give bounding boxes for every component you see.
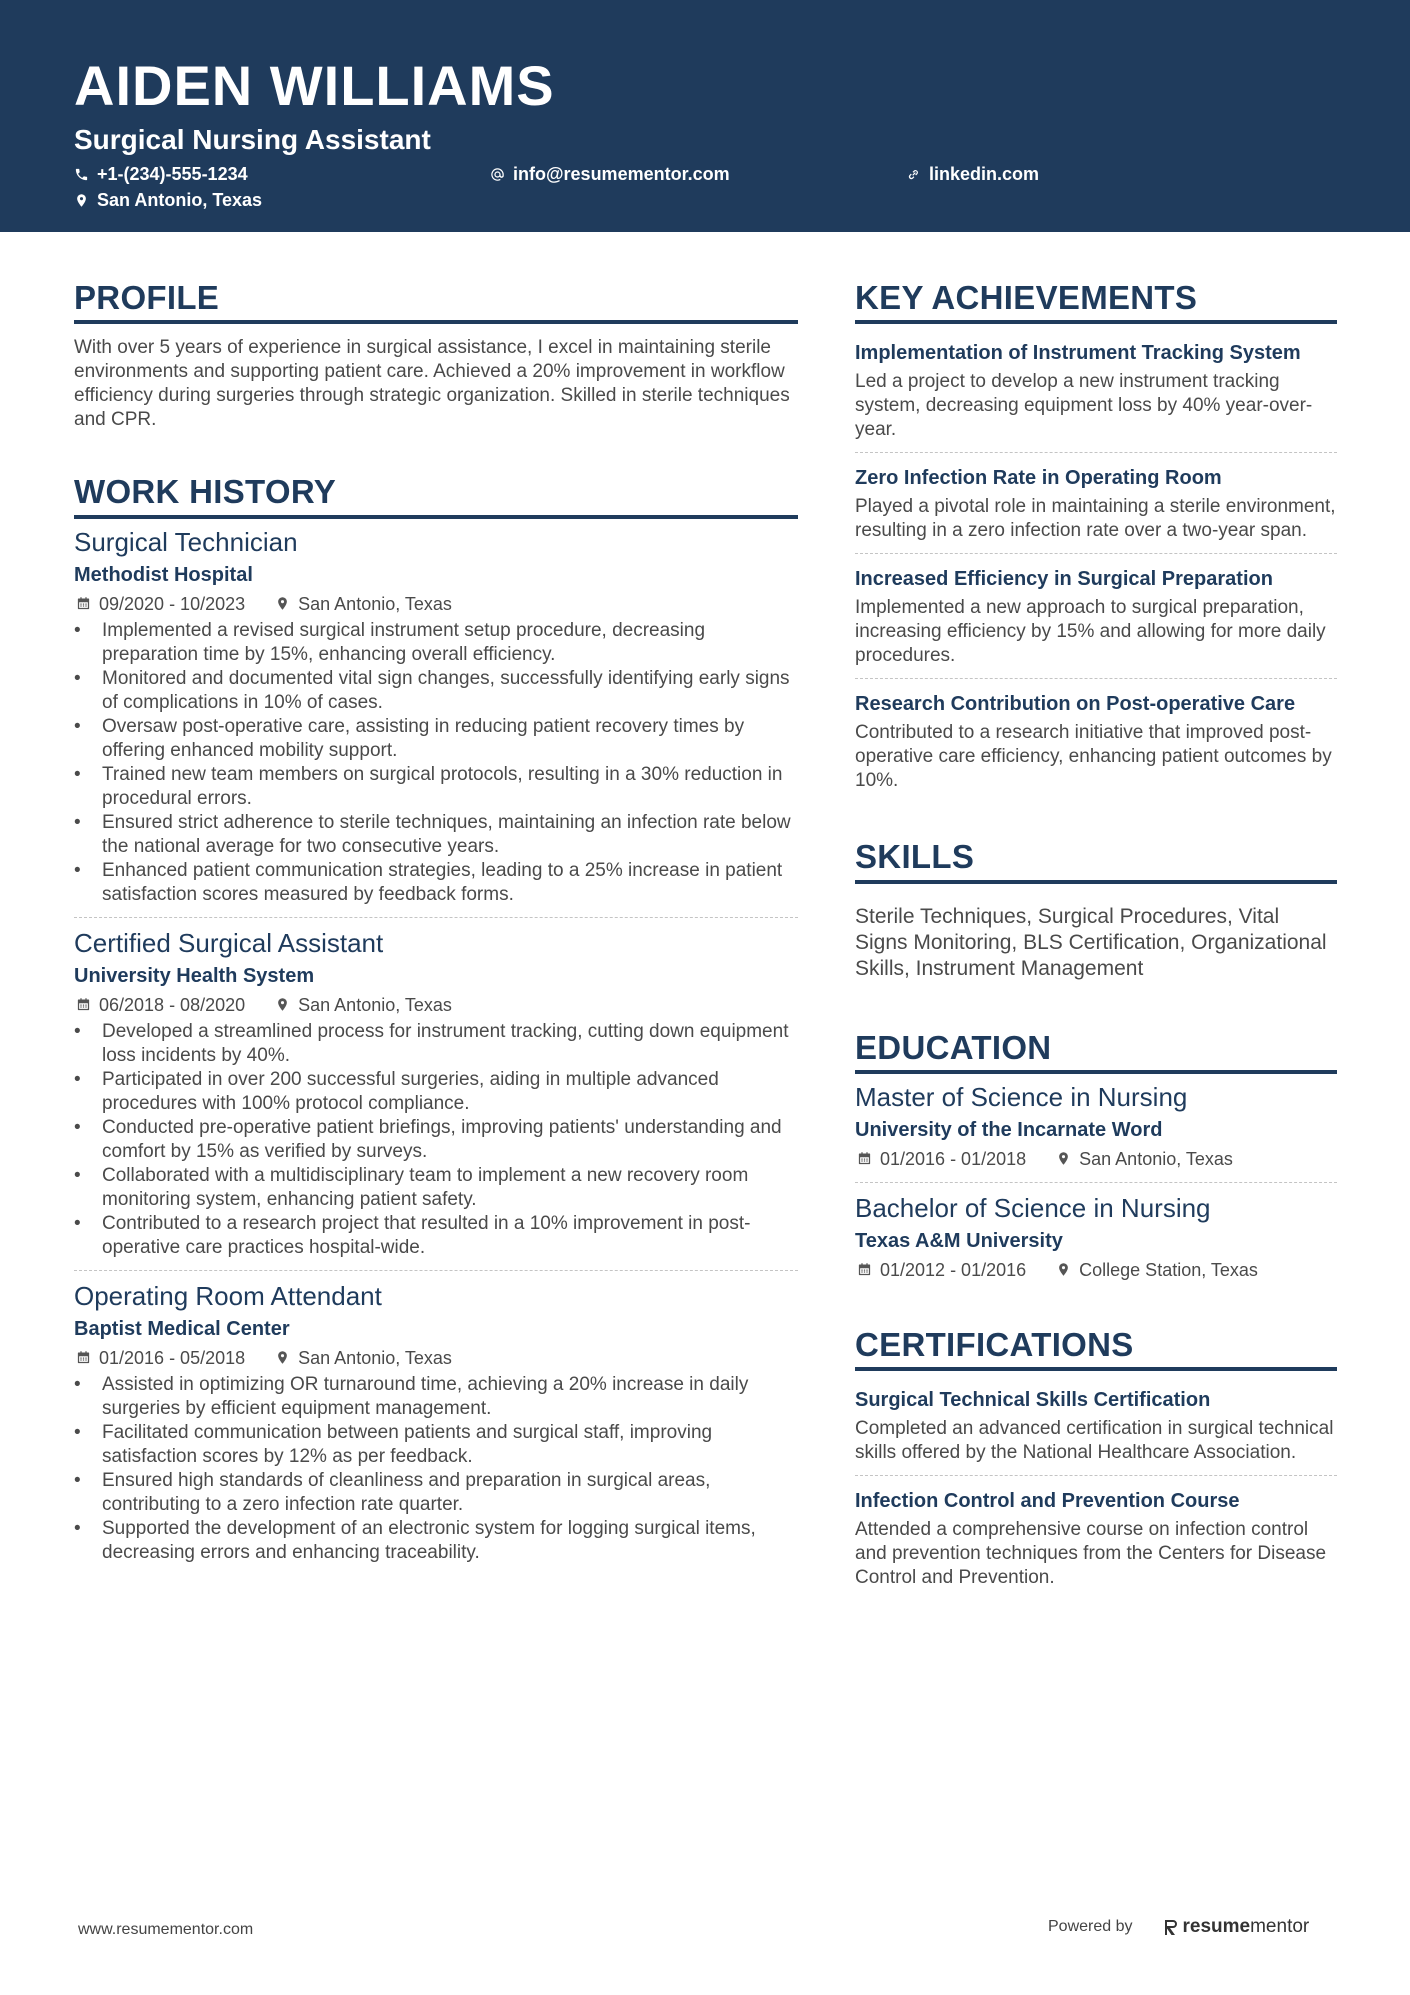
list-item: • Supported the development of an electronic system for logging surgical items, decreasing errors and enhancing traceability.: [74, 1517, 798, 1565]
achievements-section: [855, 280, 1337, 803]
phone-icon: [74, 167, 89, 182]
brand-logo[interactable]: [1163, 1916, 1310, 1938]
calendar-icon: [76, 997, 91, 1012]
email-link[interactable]: info@resumementor.com: [513, 164, 730, 184]
job-title: Operating Room Attendant: [74, 1280, 382, 1311]
job-meta: [74, 1345, 798, 1371]
certification-item: [855, 1383, 1337, 1475]
education-item: [855, 1182, 1337, 1293]
certification-item: [855, 1475, 1337, 1600]
job-location: San Antonio, Texas: [298, 1347, 452, 1368]
resumementor-logo-icon: [1163, 1918, 1179, 1936]
calendar-icon: [76, 1350, 91, 1365]
footer-website[interactable]: www.resumementor.com: [78, 1921, 254, 1938]
powered-by-label: Powered by: [1048, 1918, 1133, 1935]
candidate-title: Surgical Nursing Assistant: [74, 124, 431, 155]
list-item: • Oversaw post-operative care, assisting in reducing patient recovery times by offering enhanced mobility support.: [74, 715, 798, 763]
list-item: • Ensured strict adherence to sterile techniques, maintaining an infection rate below the national average for two consecutive years.: [74, 811, 798, 859]
job-title: Certified Surgical Assistant: [74, 927, 384, 958]
skills-text: Sterile Techniques, Surgical Procedures, Vital Signs Monitoring, BLS Certification, Organizational Skills, Instrument Management: [855, 904, 1327, 980]
profile-section: [74, 280, 798, 432]
list-item: • Collaborated with a multidisciplinary team to implement a new recovery room monitoring system, enhancing patient safety.: [74, 1164, 798, 1212]
achievement-desc: Played a pivotal role in maintaining a sterile environment, resulting in a zero infection rate over a two-year span.: [855, 496, 1336, 542]
contact-linkedin[interactable]: [906, 165, 1039, 183]
achievement-desc: Contributed to a research initiative that improved post-operative care efficiency, enhancing patient outcomes by 10%.: [855, 722, 1332, 792]
degree-title: Bachelor of Science in Nursing: [855, 1192, 1211, 1223]
education-location: College Station, Texas: [1079, 1259, 1258, 1280]
link-icon: [906, 167, 921, 182]
job-entry: [74, 525, 798, 917]
achievement-item: [855, 336, 1337, 452]
achievement-desc: Led a project to develop a new instrument tracking system, decreasing equipment loss by 40% year-over-year.: [855, 371, 1313, 441]
left-column: [74, 280, 798, 1575]
job-bullets: [74, 619, 798, 907]
location-pin-icon: [275, 997, 290, 1012]
job-meta: [74, 591, 798, 617]
job-bullets: [74, 1020, 798, 1260]
education-heading: EDUCATION: [855, 1030, 1337, 1074]
list-item: • Facilitated communication between patients and surgical staff, improving satisfaction scores by 12% as per feedback.: [74, 1421, 798, 1469]
profile-heading: PROFILE: [74, 280, 798, 324]
achievement-title: Increased Efficiency in Surgical Preparation: [855, 568, 1273, 591]
certification-title: Infection Control and Prevention Course: [855, 1490, 1240, 1513]
linkedin-link[interactable]: linkedin.com: [929, 164, 1040, 184]
location-pin-icon: [74, 193, 89, 208]
work-history-section: [74, 474, 798, 1574]
at-icon: [490, 167, 505, 182]
calendar-icon: [857, 1262, 872, 1277]
skills-heading: SKILLS: [855, 839, 1337, 883]
list-item: • Assisted in optimizing OR turnaround time, achieving a 20% increase in daily surgeries by efficient equipment management.: [74, 1373, 798, 1421]
contact-email[interactable]: [490, 165, 730, 183]
work-history-heading: WORK HISTORY: [74, 474, 798, 518]
certification-desc: Completed an advanced certification in surgical technical skills offered by the National Healthcare Association.: [855, 1418, 1334, 1464]
job-dates: 01/2016 - 05/2018: [99, 1347, 246, 1368]
job-dates: 06/2018 - 08/2020: [99, 994, 246, 1015]
calendar-icon: [76, 596, 91, 611]
profile-text: With over 5 years of experience in surgical assistance, I excel in maintaining sterile environments and supporting patient care. Achieved a 20% improvement in workflow efficiency during surgeries through strategic organization. Skilled in sterile techniques and CPR.: [74, 337, 790, 431]
education-meta: [855, 1257, 1337, 1283]
list-item: • Contributed to a research project that resulted in a 10% improvement in post-operative care practices hospital-wide.: [74, 1212, 798, 1260]
certifications-heading: CERTIFICATIONS: [855, 1327, 1337, 1371]
list-item: • Implemented a revised surgical instrument setup procedure, decreasing preparation time by 15%, enhancing overall efficiency.: [74, 619, 798, 667]
list-item: • Participated in over 200 successful surgeries, aiding in multiple advanced procedures with 100% protocol compliance.: [74, 1068, 798, 1116]
list-item: • Developed a streamlined process for instrument tracking, cutting down equipment loss incidents by 40%.: [74, 1020, 798, 1068]
achievement-desc: Implemented a new approach to surgical preparation, increasing efficiency by 15% and allowing for more daily procedures.: [855, 597, 1326, 667]
list-item: • Conducted pre-operative patient briefings, improving patients' understanding and comfort by 15% as verified by surveys.: [74, 1116, 798, 1164]
resume-header: [0, 0, 1410, 232]
list-item: • Trained new team members on surgical protocols, resulting in a 30% reduction in procedural errors.: [74, 763, 798, 811]
footer-powered-by: [1048, 1916, 1309, 1938]
location-text: San Antonio, Texas: [97, 190, 263, 210]
brand-name-bold: resume: [1182, 1916, 1251, 1937]
calendar-icon: [857, 1151, 872, 1166]
achievements-heading: KEY ACHIEVEMENTS: [855, 280, 1337, 324]
list-item: • Ensured high standards of cleanliness and preparation in surgical areas, contributing to a zero infection rate quarter.: [74, 1469, 798, 1517]
education-section: [855, 1030, 1337, 1293]
degree-title: Master of Science in Nursing: [855, 1081, 1188, 1112]
certification-title: Surgical Technical Skills Certification: [855, 1389, 1211, 1412]
achievement-item: [855, 452, 1337, 553]
achievement-title: Research Contribution on Post-operative Care: [855, 693, 1296, 716]
brand-name-rest: mentor: [1250, 1916, 1310, 1937]
job-entry: [74, 1270, 798, 1575]
list-item: • Monitored and documented vital sign changes, successfully identifying early signs of complications in 10% of cases.: [74, 667, 798, 715]
contact-location: [74, 191, 262, 209]
location-pin-icon: [1056, 1262, 1071, 1277]
education-item: [855, 1080, 1337, 1182]
job-entry: [74, 917, 798, 1270]
company-name: Baptist Medical Center: [74, 1317, 290, 1340]
education-meta: [855, 1146, 1337, 1172]
job-location: San Antonio, Texas: [298, 593, 452, 614]
location-pin-icon: [275, 1350, 290, 1365]
company-name: University Health System: [74, 964, 315, 987]
job-bullets: [74, 1373, 798, 1565]
contact-phone: [74, 165, 248, 183]
certifications-section: [855, 1327, 1337, 1600]
location-pin-icon: [1056, 1151, 1071, 1166]
school-name: University of the Incarnate Word: [855, 1118, 1163, 1141]
location-pin-icon: [275, 596, 290, 611]
achievement-item: [855, 553, 1337, 678]
company-name: Methodist Hospital: [74, 563, 253, 586]
education-location: San Antonio, Texas: [1079, 1148, 1233, 1169]
list-item: • Enhanced patient communication strategies, leading to a 25% increase in patient satisfaction scores measured by feedback forms.: [74, 859, 798, 907]
achievement-item: [855, 678, 1337, 803]
job-dates: 09/2020 - 10/2023: [99, 593, 246, 614]
achievement-title: Zero Infection Rate in Operating Room: [855, 467, 1222, 490]
certification-desc: Attended a comprehensive course on infection control and prevention techniques from the Centers for Disease Control and Prevention.: [855, 1519, 1327, 1589]
right-column: [855, 280, 1337, 1600]
skills-section: [855, 839, 1337, 981]
job-location: San Antonio, Texas: [298, 994, 452, 1015]
education-dates: 01/2012 - 01/2016: [880, 1259, 1027, 1280]
job-title: Surgical Technician: [74, 526, 298, 557]
school-name: Texas A&M University: [855, 1229, 1063, 1252]
achievement-title: Implementation of Instrument Tracking System: [855, 342, 1301, 365]
education-dates: 01/2016 - 01/2018: [880, 1148, 1027, 1169]
job-meta: [74, 992, 798, 1018]
phone-text: +1-(234)-555-1234: [97, 164, 248, 184]
candidate-name: AIDEN WILLIAMS: [74, 54, 555, 117]
